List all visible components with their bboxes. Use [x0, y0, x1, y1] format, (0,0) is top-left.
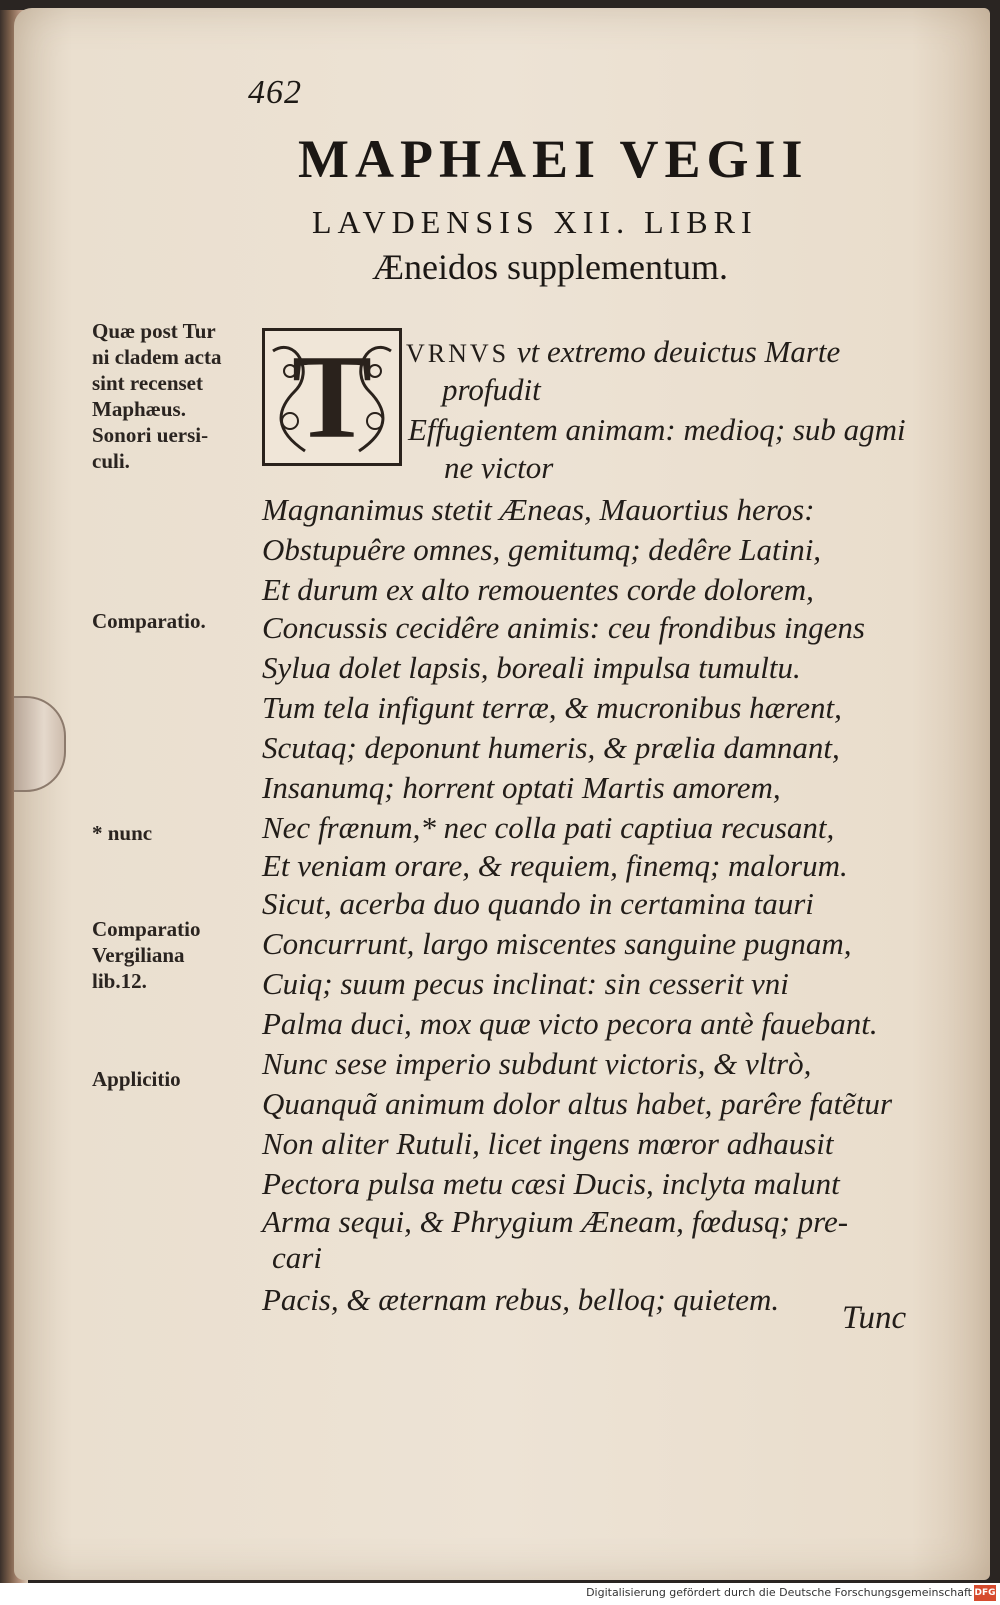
- verse-line-17: Nunc sese imperio subdunt victoris, & vltrò,: [262, 1046, 812, 1081]
- dfg-logo-icon: DFG: [974, 1585, 996, 1601]
- margin-note-line: Vergiliana: [92, 943, 185, 967]
- verse-line-22: Pacis, & æternam rebus, belloq; quietem.: [262, 1282, 780, 1317]
- margin-note-comparatio-vergiliana: [92, 916, 201, 994]
- page-subtitle-2: Æneidos supplementum.: [372, 247, 728, 287]
- margin-note-turnus: [92, 318, 221, 474]
- verse-line-3: Magnanimus stetit Æneas, Mauortius heros:: [262, 492, 815, 527]
- verse-line-1: [406, 334, 840, 370]
- verse-line-2-cont: ne victor: [444, 450, 554, 485]
- verse-line-20: Pectora pulsa metu cæsi Ducis, inclyta malunt: [262, 1166, 840, 1201]
- margin-note-line: Quæ post Tur: [92, 319, 216, 343]
- verse-line-18: Quanquã animum dolor altus habet, parêre fatẽtur: [262, 1086, 893, 1121]
- verse-line-6: Concussis cecidêre animis: ceu frondibus ingens: [262, 610, 865, 645]
- verse-line-7: Sylua dolet lapsis, boreali impulsa tumultu.: [262, 650, 801, 685]
- margin-note-comparatio: Comparatio.: [92, 609, 206, 633]
- ornamental-drop-cap: [262, 328, 402, 466]
- page-clip-tab: [14, 696, 66, 792]
- margin-note-line: Sonori uersi-: [92, 423, 209, 447]
- verse-line-1-rest: vt extremo deuictus Marte: [516, 334, 841, 369]
- verse-line-16: Palma duci, mox quæ victo pecora antè fauebant.: [262, 1006, 878, 1041]
- verse-line-8: Tum tela infigunt terræ, & mucronibus hærent,: [262, 690, 842, 725]
- verse-line-12: Et veniam orare, & requiem, finemq; malorum.: [262, 848, 848, 883]
- margin-note-line: ni cladem acta: [92, 345, 222, 369]
- page-subtitle: LAVDENSIS XII. LIBRI: [312, 204, 758, 240]
- verse-line-21: Arma sequi, & Phrygium Æneam, fœdusq; pre-: [262, 1204, 849, 1239]
- verse-line-11: Nec frænum,* nec colla pati captiua recusant,: [262, 810, 835, 845]
- margin-note-nunc: * nunc: [92, 821, 153, 845]
- catchword: Tunc: [842, 1300, 907, 1336]
- margin-note-line: culi.: [92, 449, 130, 473]
- verse-line-14: Concurrunt, largo miscentes sanguine pugnam,: [262, 926, 852, 961]
- footer-credit: Digitalisierung gefördert durch die Deutsche Forschungsgemeinschaft: [586, 1586, 972, 1599]
- drop-cap-letter: T: [291, 330, 373, 463]
- verse-line-15: Cuiq; suum pecus inclinat: sin cesserit vni: [262, 966, 789, 1001]
- verse-line-9: Scutaq; deponunt humeris, & prælia damnant,: [262, 730, 840, 765]
- verse-line-4: Obstupuêre omnes, gemitumq; dedêre Latini,: [262, 532, 822, 567]
- margin-note-applicitio: Applicitio: [92, 1067, 181, 1091]
- page-number: 462: [248, 74, 302, 111]
- margin-note-line: Comparatio: [92, 917, 201, 941]
- verse-line-2: Effugientem animam: medioq; sub agmi: [408, 412, 906, 447]
- verse-initial-caps: VRNVS: [406, 339, 510, 368]
- page-title: MAPHAEI VEGII: [298, 129, 809, 189]
- margin-note-line: lib.12.: [92, 969, 147, 993]
- verse-line-21-cont: cari: [272, 1240, 322, 1275]
- verse-line-13: Sicut, acerba duo quando in certamina tauri: [262, 886, 814, 921]
- verse-line-19: Non aliter Rutuli, licet ingens mœror adhausit: [262, 1126, 834, 1161]
- margin-note-line: Maphæus.: [92, 397, 186, 421]
- verse-line-1-cont: profudit: [442, 372, 541, 407]
- verse-line-5: Et durum ex alto remouentes corde dolorem,: [262, 572, 814, 607]
- verse-line-10: Insanumq; horrent optati Martis amorem,: [262, 770, 781, 805]
- margin-note-line: sint recenset: [92, 371, 203, 395]
- digitization-footer: [0, 1583, 1000, 1605]
